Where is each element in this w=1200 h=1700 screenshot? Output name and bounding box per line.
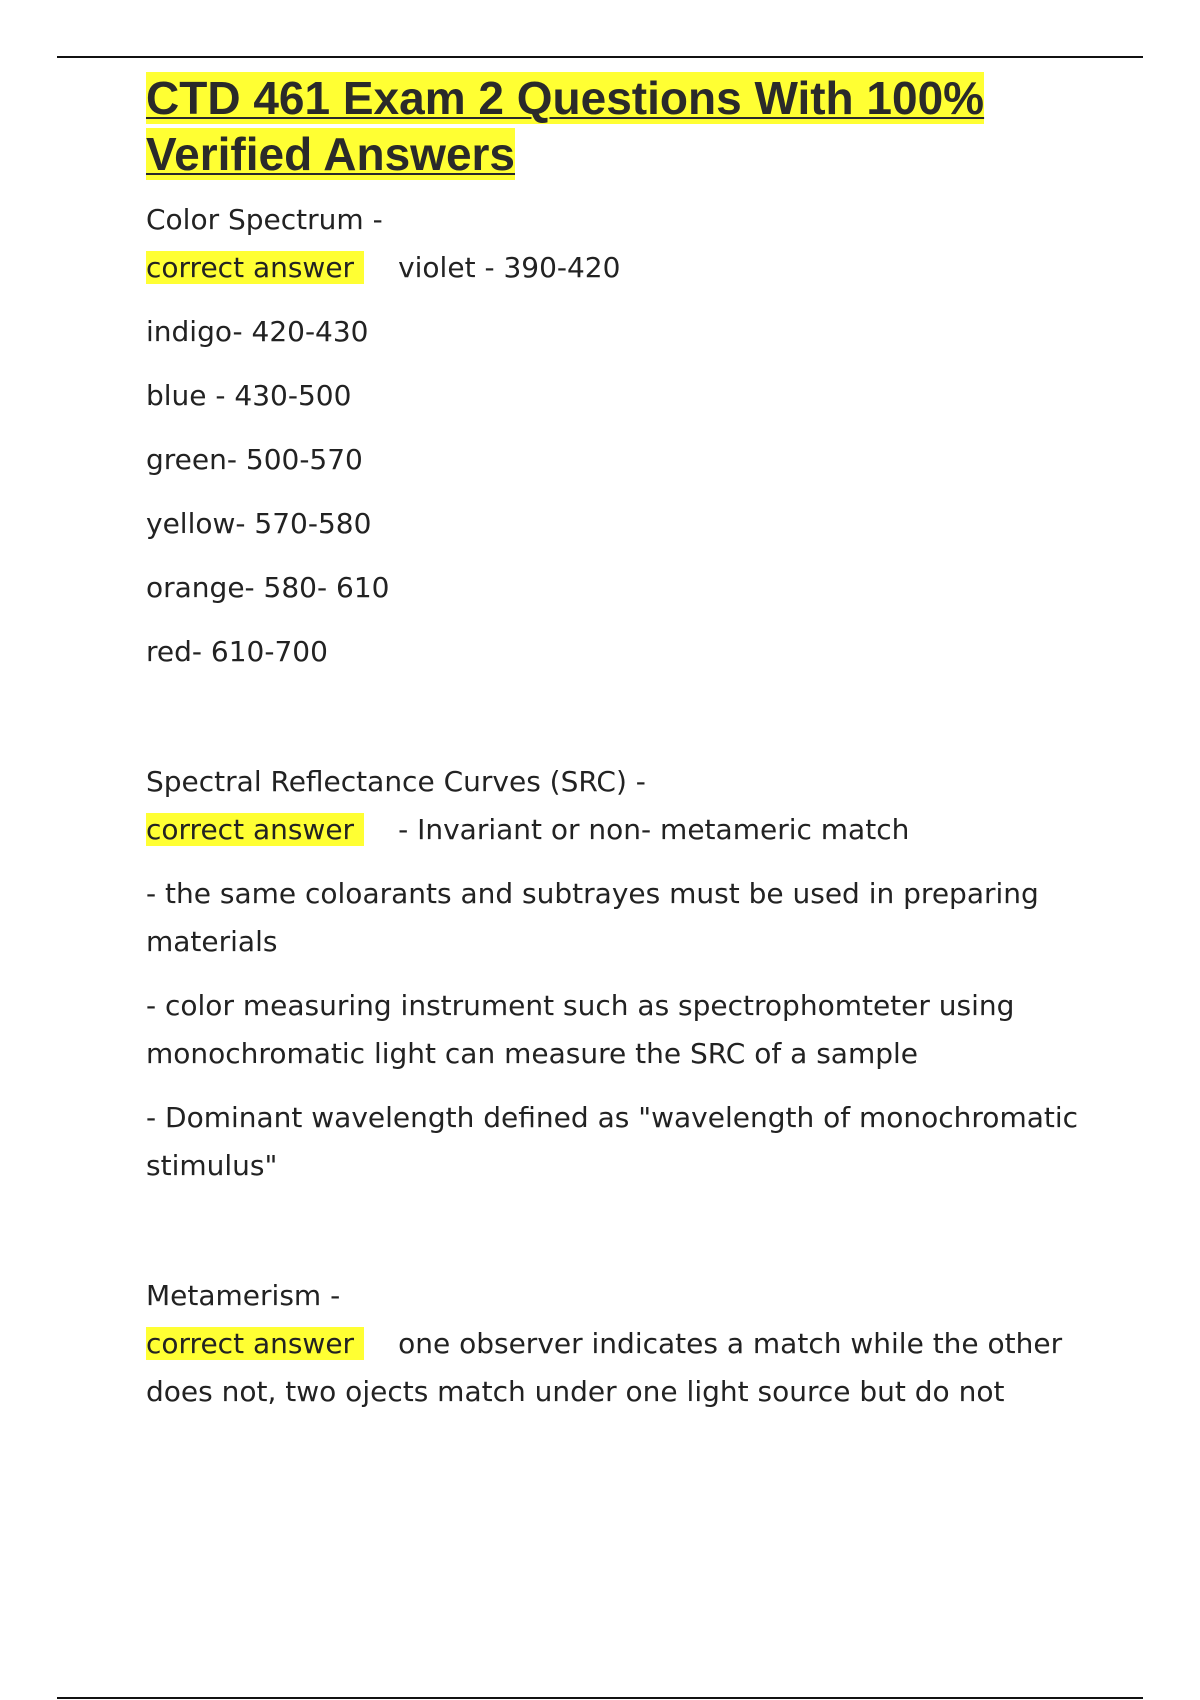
qa-section-metamerism: [146, 1272, 1086, 1416]
section-spacer: [146, 1190, 1086, 1272]
correct-answer-tag: correct answer: [146, 1327, 364, 1360]
bottom-rule: [57, 1697, 1143, 1699]
question-label: Metamerism -: [146, 1279, 341, 1312]
answer-line: [146, 244, 1086, 292]
answer-paragraph: green- 500-570: [146, 443, 363, 476]
answer-paragraph: - the same coloarants and subtrayes must be used in preparing materials: [146, 877, 1039, 958]
answer-line: [146, 806, 1086, 854]
answer-paragraph: red- 610-700: [146, 635, 328, 668]
qa-section-spectral-reflectance: [146, 758, 1086, 1190]
document-title: [146, 70, 1086, 182]
answer-paragraph: orange- 580- 610: [146, 571, 390, 604]
correct-answer-tag: correct answer: [146, 813, 364, 846]
answer-line: [146, 1320, 1086, 1416]
answer-paragraph: - color measuring instrument such as spectrophomteter using monochromatic light can measure the SRC of a sample: [146, 989, 1015, 1070]
top-rule: [57, 56, 1143, 58]
correct-answer-tag: correct answer: [146, 251, 364, 284]
answer-paragraph: indigo- 420-430: [146, 315, 369, 348]
answer-paragraph: blue - 430-500: [146, 379, 352, 412]
title-line-1: CTD 461 Exam 2 Questions With 100%: [146, 72, 985, 124]
qa-section-color-spectrum: [146, 196, 1086, 676]
question-label: Color Spectrum -: [146, 203, 383, 236]
answer-text: one observer indicates a match while the other does not, two ojects match under one light source but do not: [146, 1327, 1063, 1408]
answer-text: violet - 390-420: [398, 251, 621, 284]
answer-paragraph: yellow- 570-580: [146, 507, 372, 540]
question-label: Spectral Reflectance Curves (SRC) -: [146, 765, 646, 798]
answer-text: - Invariant or non- metameric match: [398, 813, 910, 846]
section-spacer: [146, 676, 1086, 758]
document-body: [146, 70, 1086, 1416]
answer-paragraph: - Dominant wavelength defined as "wavelength of monochromatic stimulus": [146, 1101, 1079, 1182]
title-line-2: Verified Answers: [146, 128, 516, 180]
